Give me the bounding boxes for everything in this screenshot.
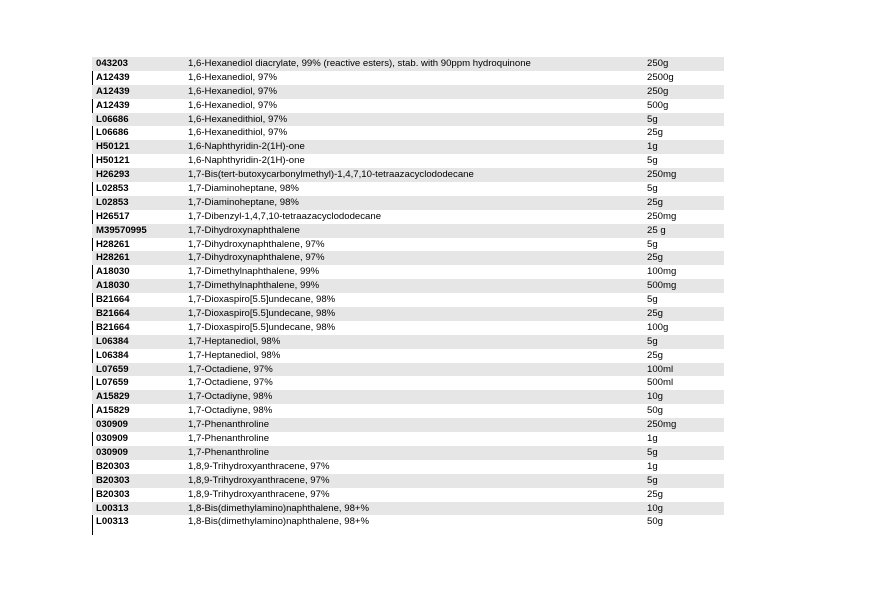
package-size: 5g xyxy=(647,335,658,347)
catalog-number: H28261 xyxy=(96,238,130,250)
table-row xyxy=(92,307,724,321)
catalog-number: B21664 xyxy=(96,294,130,306)
product-description: 1,7-Dimethylnaphthalene, 99% xyxy=(188,266,320,278)
table-row xyxy=(92,446,724,460)
catalog-number: M39570995 xyxy=(96,224,147,236)
table-row xyxy=(92,251,724,265)
product-description: 1,6-Hexanediol, 97% xyxy=(188,85,278,97)
package-size: 25 g xyxy=(647,224,666,236)
product-description: 1,7-Dimethylnaphthalene, 99% xyxy=(188,280,320,292)
product-description: 1,6-Hexanedithiol, 97% xyxy=(188,113,288,125)
catalog-number: B20303 xyxy=(96,488,130,500)
product-description: 1,7-Heptanediol, 98% xyxy=(188,349,281,361)
package-size: 25g xyxy=(647,252,664,264)
catalog-number: B20303 xyxy=(96,474,130,486)
table-row xyxy=(92,502,724,516)
product-description: 1,6-Hexanedithiol, 97% xyxy=(188,127,288,139)
catalog-number: H28261 xyxy=(96,252,130,264)
catalog-number: 030909 xyxy=(96,446,129,458)
product-description: 1,7-Octadiyne, 98% xyxy=(188,405,273,417)
table-row xyxy=(92,154,724,168)
catalog-number: A15829 xyxy=(96,405,130,417)
package-size: 25g xyxy=(647,196,664,208)
product-description: 1,7-Phenanthroline xyxy=(188,433,270,445)
table-row xyxy=(92,418,724,432)
product-description: 1,6-Naphthyridin-2(1H)-one xyxy=(188,141,305,153)
product-description: 1,7-Dihydroxynaphthalene xyxy=(188,224,301,236)
package-size: 2500g xyxy=(647,71,674,83)
product-description: 1,8,9-Trihydroxyanthracene, 97% xyxy=(188,488,330,500)
product-description: 1,7-Dihydroxynaphthalene, 97% xyxy=(188,238,325,250)
package-size: 250mg xyxy=(647,210,677,222)
package-size: 100g xyxy=(647,321,669,333)
package-size: 250g xyxy=(647,85,669,97)
table-row xyxy=(92,474,724,488)
package-size: 5g xyxy=(647,294,658,306)
table-row xyxy=(92,404,724,418)
product-description: 1,6-Hexanediol, 97% xyxy=(188,71,278,83)
product-description: 1,7-Dioxaspiro[5.5]undecane, 98% xyxy=(188,321,336,333)
catalog-number: A12439 xyxy=(96,71,130,83)
table-row xyxy=(92,238,724,252)
table-row xyxy=(92,182,724,196)
table-row xyxy=(92,363,724,377)
package-size: 50g xyxy=(647,405,664,417)
table-row xyxy=(92,126,724,140)
product-description: 1,7-Phenanthroline xyxy=(188,446,270,458)
table-row xyxy=(92,140,724,154)
product-table xyxy=(92,57,724,529)
package-size: 250mg xyxy=(647,419,677,431)
table-row xyxy=(92,376,724,390)
catalog-number: B20303 xyxy=(96,460,130,472)
catalog-number: L06384 xyxy=(96,335,129,347)
product-description: 1,7-Diaminoheptane, 98% xyxy=(188,183,299,195)
package-size: 25g xyxy=(647,349,664,361)
package-size: 5g xyxy=(647,474,658,486)
table-row xyxy=(92,113,724,127)
table-row xyxy=(92,321,724,335)
catalog-number: L07659 xyxy=(96,363,129,375)
product-description: 1,7-Dioxaspiro[5.5]undecane, 98% xyxy=(188,308,336,320)
catalog-number: 043203 xyxy=(96,58,129,69)
package-size: 50g xyxy=(647,516,664,528)
table-row xyxy=(92,265,724,279)
table-row xyxy=(92,85,724,99)
product-description: 1,7-Diaminoheptane, 98% xyxy=(188,196,299,208)
product-description: 1,7-Bis(tert-butoxycarbonylmethyl)-1,4,7,10-tetraazacyclododecane xyxy=(188,169,474,181)
product-description: 1,7-Dihydroxynaphthalene, 97% xyxy=(188,252,325,264)
catalog-number: A15829 xyxy=(96,391,130,403)
catalog-number: A18030 xyxy=(96,280,130,292)
product-description: 1,6-Hexanediol, 97% xyxy=(188,99,278,111)
table-row xyxy=(92,99,724,113)
table-row xyxy=(92,57,724,71)
catalog-number: L00313 xyxy=(96,502,129,514)
package-size: 10g xyxy=(647,502,664,514)
catalog-number: H26293 xyxy=(96,169,130,181)
catalog-number: L00313 xyxy=(96,516,129,528)
table-row xyxy=(92,224,724,238)
product-description: 1,7-Octadiene, 97% xyxy=(188,377,273,389)
product-description: 1,6-Hexanediol diacrylate, 99% (reactive esters), stab. with 90ppm hydroquinone xyxy=(188,58,531,69)
product-description: 1,7-Octadiyne, 98% xyxy=(188,391,273,403)
catalog-number: H50121 xyxy=(96,141,130,153)
catalog-number: B21664 xyxy=(96,321,130,333)
catalog-number: L02853 xyxy=(96,196,129,208)
catalog-number: 030909 xyxy=(96,419,129,431)
catalog-number: H50121 xyxy=(96,155,130,167)
package-size: 25g xyxy=(647,308,664,320)
product-description: 1,7-Octadiene, 97% xyxy=(188,363,273,375)
table-row xyxy=(92,210,724,224)
table-row xyxy=(92,279,724,293)
package-size: 500ml xyxy=(647,377,674,389)
package-size: 5g xyxy=(647,238,658,250)
package-size: 25g xyxy=(647,127,664,139)
product-description: 1,8,9-Trihydroxyanthracene, 97% xyxy=(188,460,330,472)
package-size: 10g xyxy=(647,391,664,403)
package-size: 25g xyxy=(647,488,664,500)
package-size: 500g xyxy=(647,99,669,111)
package-size: 100mg xyxy=(647,266,677,278)
package-size: 1g xyxy=(647,460,658,472)
catalog-number: L07659 xyxy=(96,377,129,389)
table-row xyxy=(92,335,724,349)
package-size: 5g xyxy=(647,155,658,167)
package-size: 1g xyxy=(647,141,658,153)
table-row xyxy=(92,515,724,529)
package-size: 5g xyxy=(647,113,658,125)
table-row xyxy=(92,390,724,404)
product-description: 1,8,9-Trihydroxyanthracene, 97% xyxy=(188,474,330,486)
package-size: 1g xyxy=(647,433,658,445)
table-row xyxy=(92,349,724,363)
table-row xyxy=(92,293,724,307)
table-row xyxy=(92,432,724,446)
package-size: 100ml xyxy=(647,363,674,375)
table-row xyxy=(92,168,724,182)
catalog-number: L06686 xyxy=(96,113,129,125)
product-description: 1,7-Heptanediol, 98% xyxy=(188,335,281,347)
product-description: 1,7-Dioxaspiro[5.5]undecane, 98% xyxy=(188,294,336,306)
product-description: 1,7-Dibenzyl-1,4,7,10-tetraazacyclododecane xyxy=(188,210,382,222)
package-size: 250mg xyxy=(647,169,677,181)
catalog-number: A18030 xyxy=(96,266,130,278)
product-description: 1,7-Phenanthroline xyxy=(188,419,270,431)
catalog-number: L02853 xyxy=(96,183,129,195)
catalog-number: L06384 xyxy=(96,349,129,361)
package-size: 5g xyxy=(647,446,658,458)
table-row xyxy=(92,460,724,474)
product-description: 1,6-Naphthyridin-2(1H)-one xyxy=(188,155,305,167)
table-row xyxy=(92,71,724,85)
package-size: 5g xyxy=(647,183,658,195)
table-row xyxy=(92,196,724,210)
catalog-number: L06686 xyxy=(96,127,129,139)
catalog-number: B21664 xyxy=(96,308,130,320)
catalog-number: H26517 xyxy=(96,210,130,222)
table-row xyxy=(92,488,724,502)
package-size: 250g xyxy=(647,58,669,69)
catalog-number: A12439 xyxy=(96,99,130,111)
product-description: 1,8-Bis(dimethylamino)naphthalene, 98+% xyxy=(188,502,370,514)
catalog-number: A12439 xyxy=(96,85,130,97)
product-description: 1,8-Bis(dimethylamino)naphthalene, 98+% xyxy=(188,516,370,528)
catalog-number: 030909 xyxy=(96,433,129,445)
package-size: 500mg xyxy=(647,280,677,292)
